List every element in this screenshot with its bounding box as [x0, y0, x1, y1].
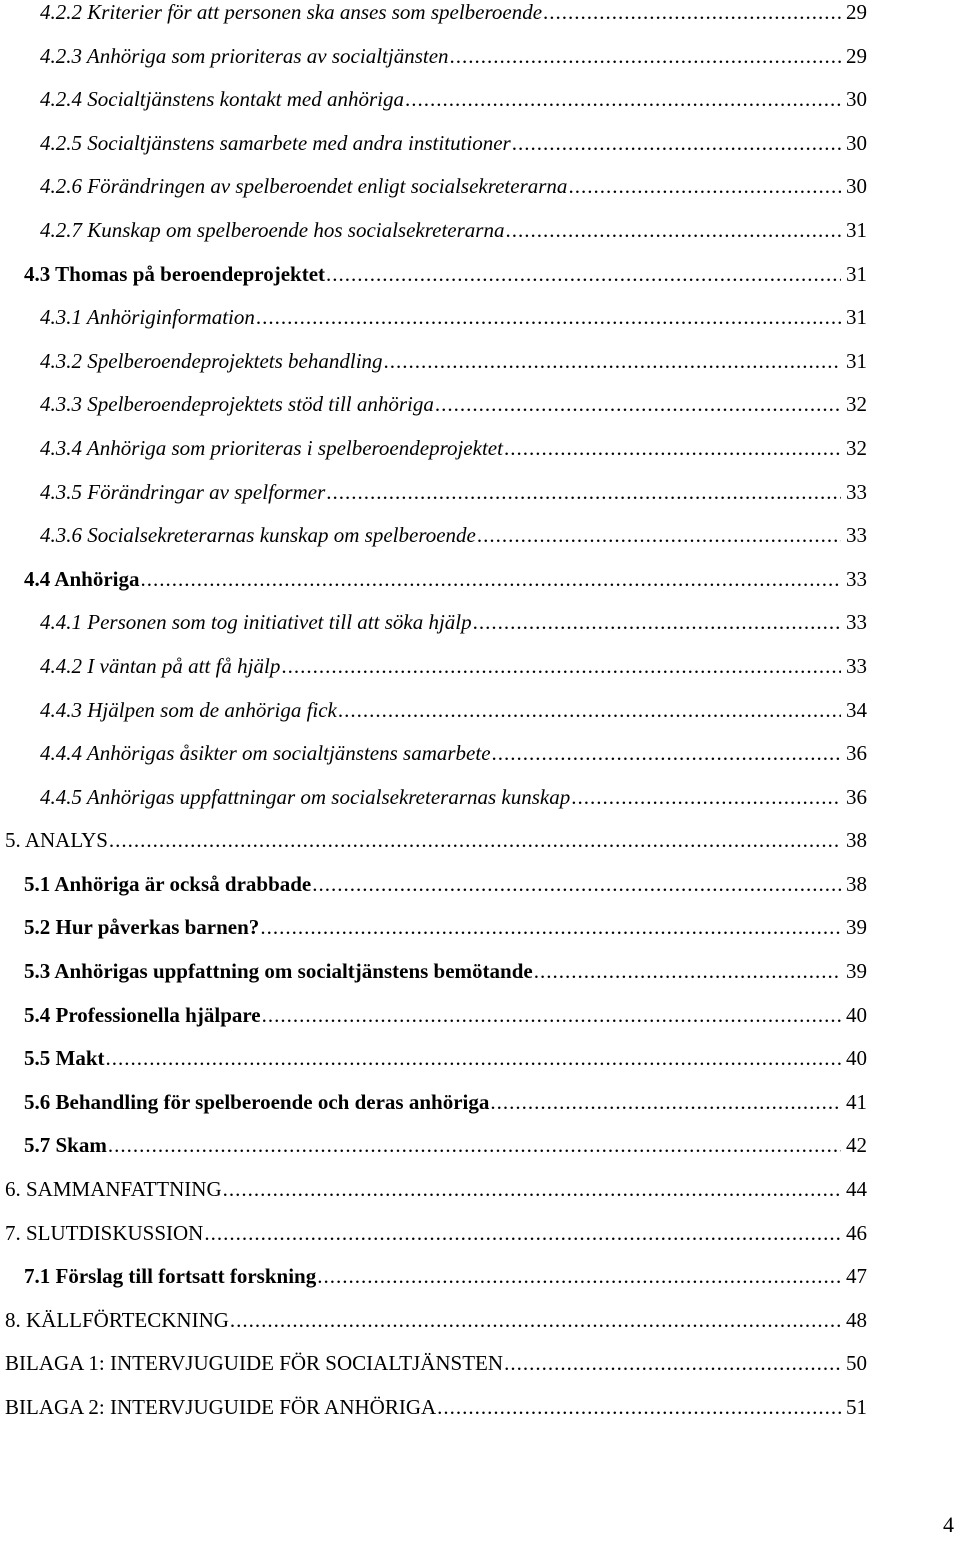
toc-entry-title: 7.1 Förslag till fortsatt forskning	[24, 1264, 317, 1289]
toc-entry-title: 5.7 Skam	[24, 1133, 107, 1158]
toc-entry-title: 5. ANALYS	[5, 828, 108, 853]
dot-leader	[338, 689, 841, 733]
toc-entry[interactable]	[40, 645, 867, 689]
toc-entry-title: 4.4.3 Hjälpen som de anhöriga fick	[40, 697, 337, 722]
dot-leader	[504, 427, 841, 471]
toc-entry-page: 30	[846, 130, 867, 155]
dot-leader	[326, 253, 841, 297]
toc-entry-page: 29	[846, 43, 867, 68]
dot-leader	[260, 906, 841, 950]
toc-entry-title: 4.4.1 Personen som tog initiativet till att söka hjälp	[40, 610, 472, 635]
toc-entry-title: 4.3.6 Socialsekreterarnas kunskap om spelberoende	[40, 523, 476, 548]
dot-leader	[512, 122, 841, 166]
toc-entry[interactable]	[40, 601, 867, 645]
toc-entry-title: BILAGA 2: INTERVJUGUIDE FÖR ANHÖRIGA	[5, 1395, 437, 1419]
toc-entry-title: 4.3.4 Anhöriga som prioriteras i spelberoendeprojektet	[40, 435, 503, 460]
toc-entry[interactable]	[40, 689, 867, 733]
toc-entry-page: 38	[846, 871, 867, 896]
toc-entry-page: 30	[846, 174, 867, 199]
toc-entry-title: 5.5 Makt	[24, 1046, 105, 1071]
toc-entry[interactable]	[40, 35, 867, 79]
toc-entry-page: 33	[846, 566, 867, 591]
dot-leader	[477, 514, 841, 558]
toc-entry-title: 4.3.2 Spelberoendeprojektets behandling	[40, 348, 383, 373]
dot-leader	[281, 645, 841, 689]
dot-leader	[504, 1342, 841, 1386]
toc-entry[interactable]	[40, 78, 867, 122]
toc-entry-title: 4.3.5 Förändringar av spelformer	[40, 479, 326, 504]
dot-leader	[106, 1037, 842, 1081]
toc-entry[interactable]	[24, 1081, 867, 1125]
toc-entry-title: 4.2.3 Anhöriga som prioriteras av socialtjänsten	[40, 43, 449, 68]
dot-leader	[262, 994, 841, 1038]
toc-entry-title: 4.4.4 Anhörigas åsikter om socialtjänstens samarbete	[40, 741, 491, 766]
toc-entry[interactable]	[40, 427, 867, 471]
toc-entry-page: 33	[846, 653, 867, 678]
toc-entry-title: 4.3.1 Anhöriginformation	[40, 305, 255, 330]
toc-entry-page: 36	[846, 741, 867, 766]
dot-leader	[492, 732, 841, 776]
toc-entry-page: 31	[846, 217, 867, 242]
toc-entry-title: 5.2 Hur påverkas barnen?	[24, 915, 260, 940]
toc-entry-title: 4.2.7 Kunskap om spelberoende hos socialsekreterarna	[40, 217, 505, 242]
toc-entry-title: 7. SLUTDISKUSSION	[5, 1220, 204, 1245]
toc-entry-page: 39	[846, 915, 867, 940]
toc-entry-title: 4.4.2 I väntan på att få hjälp	[40, 653, 281, 678]
toc-entry[interactable]	[24, 253, 867, 297]
toc-entry-title: 5.1 Anhöriga är också drabbade	[24, 871, 312, 896]
toc-entry-page: 36	[846, 784, 867, 809]
toc-entry[interactable]	[40, 514, 867, 558]
toc-entry[interactable]	[40, 732, 867, 776]
toc-entry-page: 33	[846, 610, 867, 635]
toc-entry-title: 4.2.5 Socialtjänstens samarbete med andra institutioner	[40, 130, 511, 155]
toc-entry-page: 44	[846, 1177, 867, 1202]
toc-entry-title: 4.2.2 Kriterier för att personen ska anses som spelberoende	[40, 0, 543, 24]
dot-leader	[326, 471, 841, 515]
dot-leader	[256, 296, 841, 340]
dot-leader	[204, 1212, 841, 1256]
toc-entry[interactable]	[40, 471, 867, 515]
dot-leader	[543, 0, 841, 35]
dot-leader	[473, 601, 841, 645]
toc-entry[interactable]	[5, 1299, 867, 1343]
toc-entry[interactable]	[40, 122, 867, 166]
dot-leader	[450, 35, 841, 79]
toc-entry-title: 4.2.6 Förändringen av spelberoendet enligt socialsekreterarna	[40, 174, 568, 199]
dot-leader	[437, 1386, 841, 1430]
toc-entry[interactable]	[5, 1168, 867, 1212]
toc-entry-page: 41	[846, 1089, 867, 1114]
toc-entry-title: 8. KÄLLFÖRTECKNING	[5, 1307, 229, 1332]
toc-entry-title: BILAGA 1: INTERVJUGUIDE FÖR SOCIALTJÄNSTEN	[5, 1351, 504, 1376]
dot-leader	[405, 78, 841, 122]
toc-entry-title: 5.3 Anhörigas uppfattning om socialtjänstens bemötande	[24, 959, 533, 984]
toc-entry-title: 4.4 Anhöriga	[24, 566, 140, 591]
page-number: 4	[943, 1512, 954, 1537]
dot-leader	[534, 950, 841, 994]
toc-entry[interactable]	[40, 165, 867, 209]
toc-entry-title: 4.3 Thomas på beroendeprojektet	[24, 261, 326, 286]
toc-entry[interactable]	[5, 819, 867, 863]
toc-entry-page: 31	[846, 348, 867, 373]
dot-leader	[505, 209, 841, 253]
toc-entry-page: 32	[846, 435, 867, 460]
toc-entry-page: 47	[846, 1264, 867, 1289]
dot-leader	[568, 165, 841, 209]
toc-entry-page: 40	[846, 1002, 867, 1027]
dot-leader	[109, 819, 841, 863]
toc-entry-title: 4.4.5 Anhörigas uppfattningar om socialsekreterarnas kunskap	[40, 784, 571, 809]
toc-entry[interactable]	[40, 340, 867, 384]
toc-entry-page: 42	[846, 1133, 867, 1158]
toc-entry-page: 39	[846, 959, 867, 984]
dot-leader	[223, 1168, 841, 1212]
toc-entry[interactable]	[24, 1124, 867, 1168]
toc-entry[interactable]	[24, 1255, 867, 1299]
dot-leader	[384, 340, 841, 384]
toc-entry-title: 5.6 Behandling för spelberoende och deras anhöriga	[24, 1089, 490, 1114]
toc-entry-page: 30	[846, 87, 867, 112]
toc-entry-title: 6. SAMMANFATTNING	[5, 1177, 222, 1202]
toc-entry-page: 31	[846, 305, 867, 330]
toc-entry[interactable]	[24, 558, 867, 602]
dot-leader	[108, 1124, 841, 1168]
toc-entry-page: 38	[846, 828, 867, 853]
toc-entry[interactable]	[40, 776, 867, 820]
toc-entry[interactable]	[40, 296, 867, 340]
toc-entry[interactable]	[40, 209, 867, 253]
toc-entry-page: 29	[846, 0, 867, 24]
toc-entry-page: 32	[846, 392, 867, 417]
toc-entry-page: 34	[846, 697, 867, 722]
toc-entry-page: 51	[846, 1395, 867, 1419]
dot-leader	[490, 1081, 841, 1125]
dot-leader	[317, 1255, 841, 1299]
toc-entry-page: 50	[846, 1351, 867, 1376]
toc-entry-page: 31	[846, 261, 867, 286]
toc-entry-page: 40	[846, 1046, 867, 1071]
dot-leader	[230, 1299, 841, 1343]
toc-entry-title: 5.4 Professionella hjälpare	[24, 1002, 261, 1027]
toc-entry-page: 33	[846, 479, 867, 504]
toc-entry[interactable]	[5, 1386, 867, 1430]
toc-entry[interactable]	[24, 1037, 867, 1081]
toc-entry-title: 4.2.4 Socialtjänstens kontakt med anhöriga	[40, 87, 404, 112]
dot-leader	[571, 776, 841, 820]
toc-entry-page: 33	[846, 523, 867, 548]
toc-entry[interactable]	[5, 1212, 867, 1256]
dot-leader	[312, 863, 841, 907]
dot-leader	[141, 558, 841, 602]
toc-entry[interactable]	[24, 863, 867, 907]
toc-entry[interactable]	[24, 906, 867, 950]
toc-entry-page: 46	[846, 1220, 867, 1245]
dot-leader	[435, 383, 841, 427]
toc-entry[interactable]	[40, 0, 867, 35]
toc-entry[interactable]	[5, 1342, 867, 1386]
toc-entry[interactable]	[24, 950, 867, 994]
toc-entry[interactable]	[24, 994, 867, 1038]
toc-entry[interactable]	[40, 383, 867, 427]
toc-entry-page: 48	[846, 1307, 867, 1332]
toc-entry-title: 4.3.3 Spelberoendeprojektets stöd till anhöriga	[40, 392, 434, 417]
